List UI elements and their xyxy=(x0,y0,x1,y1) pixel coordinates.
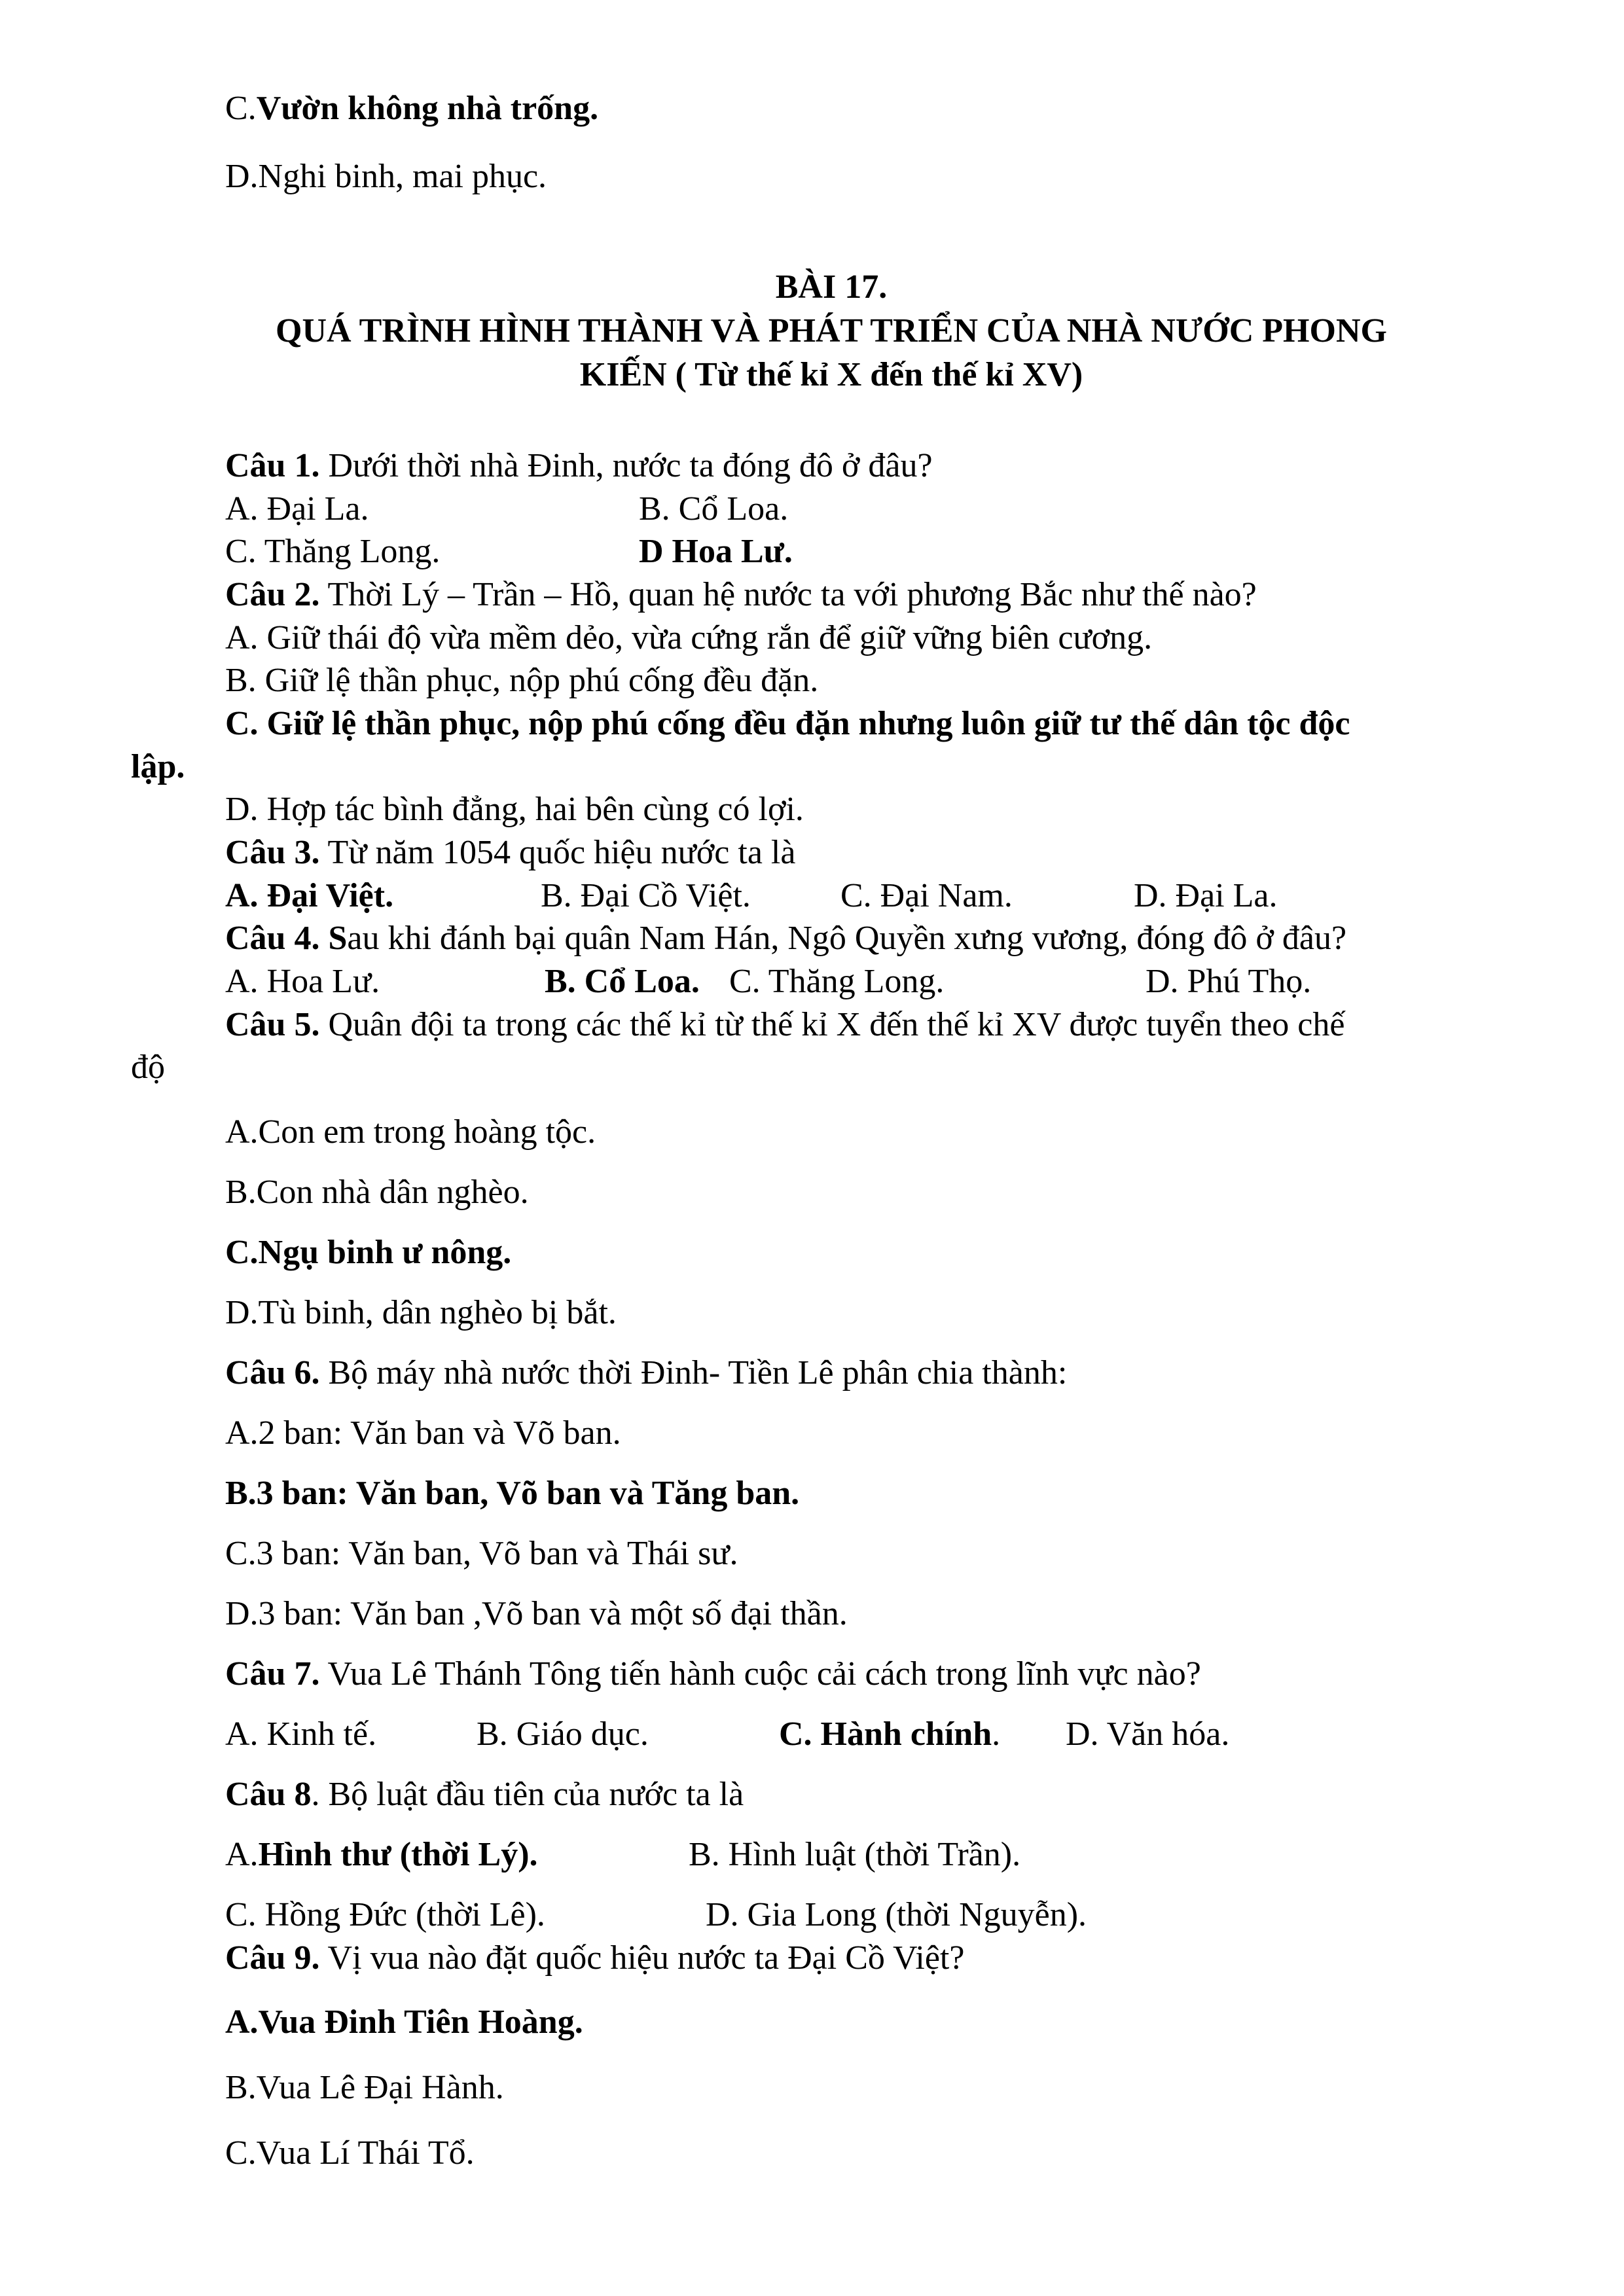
q8-option-b: B. Hình luật (thời Trần). xyxy=(689,1836,1021,1873)
prev-option-c-text: Vườn không nhà trống. xyxy=(256,90,599,127)
q8-option-a-text: Hình thư (thời Lý). xyxy=(258,1836,538,1873)
q4-option-b-answer: B. Cổ Loa. xyxy=(545,963,700,1000)
question-text: Quân đội ta trong các thế kỉ từ thế kỉ X đến thế kỉ XV được tuyển theo chế xyxy=(319,1006,1345,1043)
prev-option-c-prefix: C. xyxy=(225,90,257,127)
q8-option-a-answer xyxy=(225,1835,538,1874)
question-text: Bộ máy nhà nước thời Đinh- Tiền Lê phân chia thành: xyxy=(319,1354,1068,1391)
question-1 xyxy=(225,446,933,486)
question-label: Câu 2. xyxy=(225,576,320,613)
prev-option-d: D.Nghi binh, mai phục. xyxy=(225,158,547,195)
question-label: Câu 7. xyxy=(225,1655,320,1693)
question-label: Câu 3. xyxy=(225,834,320,871)
q6-option-d: D.3 ban: Văn ban ,Võ ban và một số đại thần. xyxy=(225,1595,848,1632)
q5-option-b: B.Con nhà dân nghèo. xyxy=(225,1174,529,1211)
question-8 xyxy=(225,1775,744,1814)
q8-option-d: D. Gia Long (thời Nguyễn). xyxy=(706,1896,1087,1933)
question-2 xyxy=(225,575,1257,615)
question-6 xyxy=(225,1354,1067,1393)
lesson-title-line2: KIẾN ( Từ thế kỉ X đến thế kỉ XV) xyxy=(579,356,1083,393)
q2-option-c-answer: C. Giữ lệ thần phục, nộp phú cống đều đặn nhưng luôn giữ tư thế dân tộc độc xyxy=(225,705,1350,742)
question-text: Vị vua nào đặt quốc hiệu nước ta Đại Cồ Việt? xyxy=(319,1939,965,1977)
q3-option-b: B. Đại Cồ Việt. xyxy=(541,877,751,914)
q2-option-a: A. Giữ thái độ vừa mềm dẻo, vừa cứng rắn để giữ vững biên cương. xyxy=(225,619,1153,656)
q7-option-c-text: C. Hành chính xyxy=(779,1715,992,1753)
question-text: Vua Lê Thánh Tông tiến hành cuộc cải cách trong lĩnh vực nào? xyxy=(319,1655,1201,1693)
q1-option-b: B. Cổ Loa. xyxy=(639,490,789,528)
question-5 xyxy=(225,1005,1344,1045)
question-label: Câu 8 xyxy=(225,1776,312,1813)
lesson-number: BÀI 17. xyxy=(775,268,888,306)
q5-option-c-answer: C.Ngụ binh ư nông. xyxy=(225,1234,512,1271)
q9-option-a-answer: A.Vua Đinh Tiên Hoàng. xyxy=(225,2003,583,2041)
q8-option-c: C. Hồng Đức (thời Lê). xyxy=(225,1896,545,1933)
q9-option-b: B.Vua Lê Đại Hành. xyxy=(225,2069,504,2106)
question-text: Thời Lý – Trần – Hồ, quan hệ nước ta với phương Bắc như thế nào? xyxy=(319,576,1257,613)
q1-option-c: C. Thăng Long. xyxy=(225,533,441,570)
question-4 xyxy=(225,919,1346,958)
q4-option-c: C. Thăng Long. xyxy=(729,963,945,1000)
q1-option-a: A. Đại La. xyxy=(225,490,369,528)
question-label: Câu 6. xyxy=(225,1354,320,1391)
question-text: . Bộ luật đầu tiên của nước ta là xyxy=(311,1776,744,1813)
q7-option-c-suffix: . xyxy=(992,1715,1001,1753)
question-text: au khi đánh bại quân Nam Hán, Ngô Quyền xưng vương, đóng đô ở đâu? xyxy=(347,920,1347,957)
question-label: Câu 5. xyxy=(225,1006,320,1043)
q6-option-b-answer: B.3 ban: Văn ban, Võ ban và Tăng ban. xyxy=(225,1475,800,1512)
question-label: Câu 4. S xyxy=(225,920,348,957)
q2-option-b: B. Giữ lệ thần phục, nộp phú cống đều đặn. xyxy=(225,662,819,699)
question-text: Từ năm 1054 quốc hiệu nước ta là xyxy=(319,834,796,871)
q3-option-d: D. Đại La. xyxy=(1134,877,1278,914)
q7-option-b: B. Giáo dục. xyxy=(477,1715,649,1753)
question-3 xyxy=(225,833,795,872)
q3-option-c: C. Đại Nam. xyxy=(840,877,1013,914)
question-7 xyxy=(225,1655,1201,1694)
question-text: Dưới thời nhà Đinh, nước ta đóng đô ở đâu? xyxy=(319,447,933,484)
q2-option-c-answer-cont: lập. xyxy=(131,748,185,785)
question-9 xyxy=(225,1939,964,1978)
q4-option-d: D. Phú Thọ. xyxy=(1146,963,1312,1000)
q4-option-a: A. Hoa Lư. xyxy=(225,963,380,1000)
q7-option-c-answer xyxy=(779,1715,1000,1754)
question-label: Câu 1. xyxy=(225,447,320,484)
lesson-title-line1: QUÁ TRÌNH HÌNH THÀNH VÀ PHÁT TRIỂN CỦA NHÀ NƯỚC PHONG xyxy=(276,312,1387,350)
q7-option-a: A. Kinh tế. xyxy=(225,1715,377,1753)
question-label: Câu 9. xyxy=(225,1939,320,1977)
prev-option-c xyxy=(225,89,598,128)
q3-option-a-answer: A. Đại Việt. xyxy=(225,877,394,914)
q5-option-a: A.Con em trong hoàng tộc. xyxy=(225,1113,596,1151)
q6-option-c: C.3 ban: Văn ban, Võ ban và Thái sư. xyxy=(225,1535,738,1572)
q8-option-a-prefix: A. xyxy=(225,1836,259,1873)
q9-option-c: C.Vua Lí Thái Tổ. xyxy=(225,2134,475,2172)
q5-option-d: D.Tù binh, dân nghèo bị bắt. xyxy=(225,1294,617,1331)
question-5-cont: độ xyxy=(131,1049,165,1086)
q6-option-a: A.2 ban: Văn ban và Võ ban. xyxy=(225,1414,621,1452)
q7-option-d: D. Văn hóa. xyxy=(1066,1715,1230,1753)
q2-option-d: D. Hợp tác bình đẳng, hai bên cùng có lợi. xyxy=(225,791,804,828)
q1-option-d-answer: D Hoa Lư. xyxy=(639,533,793,570)
